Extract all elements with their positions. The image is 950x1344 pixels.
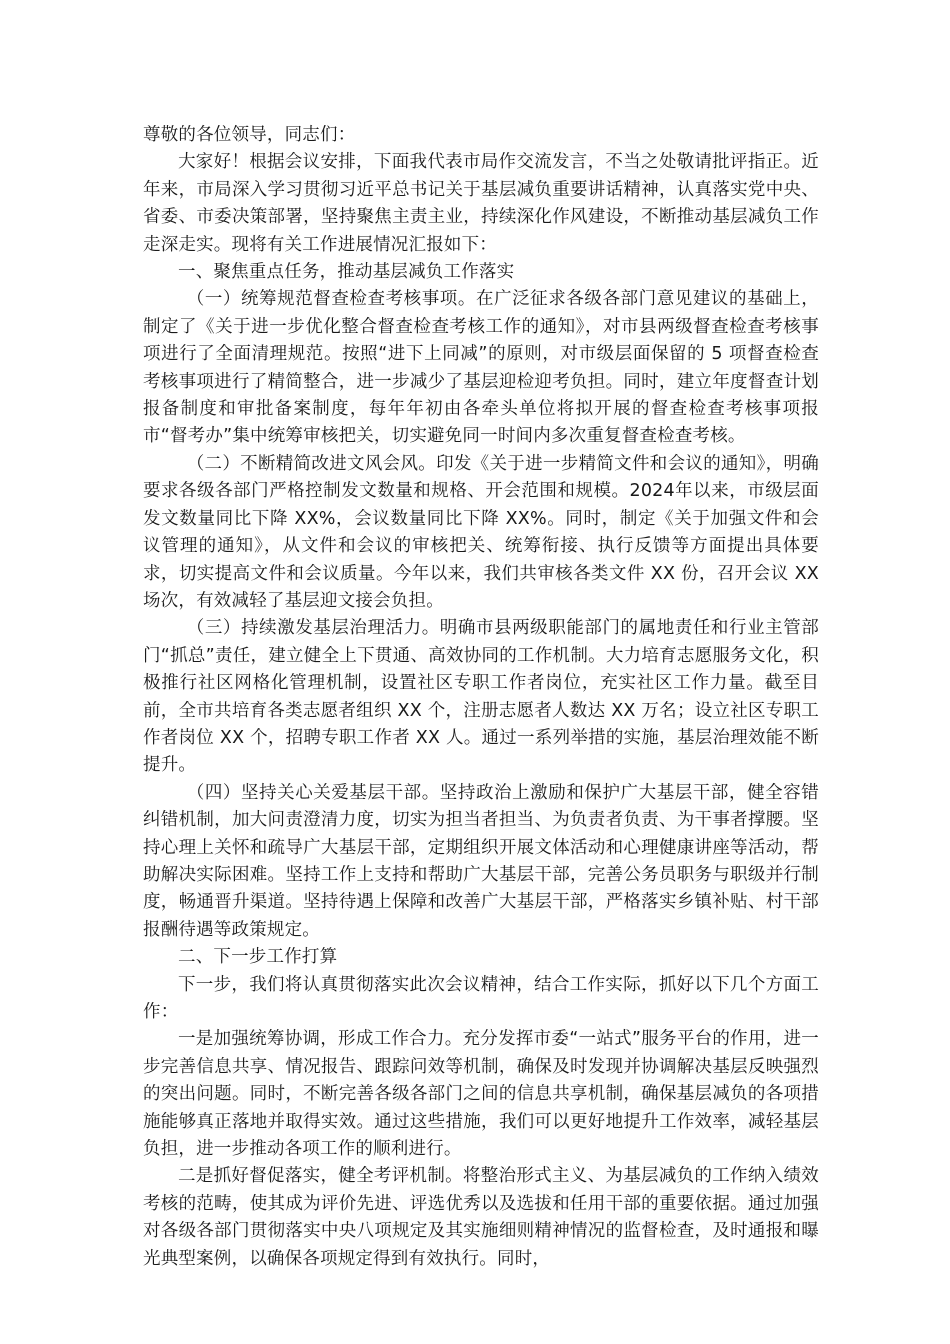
paragraph-next-steps-intro: 下一步，我们将认真贯彻落实此次会议精神，结合工作实际，抓好以下几个方面工作： (143, 974, 819, 1022)
paragraph-item-3: （三）持续激发基层治理活力。明确市县两级职能部门的属地责任和行业主管部门“抓总”责任，建立健全上下贯通、高效协同的工作机制。大力培育志愿服务文化，积极推行社区网格化管理机制，设置社区专职工作者岗位，充实社区工作力量。截至目前，全市共培育各类志愿者组织 XX 个，注册志愿者人数达 XX 万名；设立社区专职工作者岗位 XX 个，招聘专职工作者 XX 人。通过一系列举措的实施，基层治理效能不断提升。 (143, 618, 819, 776)
section-heading-2: 二、下一步工作打算 (178, 947, 338, 968)
paragraph-next-step-1: 一是加强统筹协调，形成工作合力。充分发挥市委“一站式”服务平台的作用，进一步完善信息共享、情况报告、跟踪问效等机制，确保及时发现并协调解决基层反映强烈的突出问题。同时，不断完善各级各部门之间的信息共享机制，确保基层减负的各项措施能够真正落地并取得实效。通过这些措施，我们可以更好地提升工作效率，减轻基层负担，进一步推动各项工作的顺利进行。 (143, 1029, 819, 1160)
opening-paragraph: 大家好！根据会议安排，下面我代表市局作交流发言，不当之处敬请批评指正。近年来，市局深入学习贯彻习近平总书记关于基层减负重要讲话精神，认真落实党中央、省委、市委决策部署，坚持聚焦主责主业，持续深化作风建设，不断推动基层减负工作走深走实。现将有关工作进展情况汇报如下： (143, 152, 819, 255)
document-body (143, 122, 819, 1273)
paragraph-item-4: （四）坚持关心关爱基层干部。坚持政治上激励和保护广大基层干部，健全容错纠错机制，加大问责澄清力度，切实为担当者担当、为负责者负责、为干事者撑腰。坚持心理上关怀和疏导广大基层干部，定期组织开展文体活动和心理健康讲座等活动，帮助解决实际困难。坚持工作上支持和帮助广大基层干部，完善公务员职务与职级并行制度，畅通晋升渠道。坚持待遇上保障和改善广大基层干部，严格落实乡镇补贴、村干部报酬待遇等政策规定。 (143, 782, 819, 940)
salutation: 尊敬的各位领导，同志们： (143, 125, 356, 145)
paragraph-next-step-2: 二是抓好督促落实，健全考评机制。将整治形式主义、为基层减负的工作纳入绩效考核的范畴，使其成为评价先进、评选优秀以及选拔和任用干部的重要依据。通过加强对各级各部门贯彻落实中央八项规定及其实施细则精神情况的监督检查，及时通报和曝光典型案例，以确保各项规定得到有效执行。同时， (143, 1166, 819, 1269)
section-heading-1: 一、聚焦重点任务，推动基层减负工作落实 (178, 262, 515, 283)
paragraph-item-1: （一）统筹规范督查检查考核事项。在广泛征求各级各部门意见建议的基础上，制定了《关于进一步优化整合督查检查考核工作的通知》，对市县两级督查检查考核事项进行了全面清理规范。按照“进下上同减”的原则，对市级层面保留的 5 项督查检查考核事项进行了精简整合，进一步减少了基层迎检迎考负担。同时，建立年度督查计划报备制度和审批备案制度，每年年初由各牵头单位将拟开展的督查检查考核事项报市“督考办”集中统筹审核把关，切实避免同一时间内多次重复督查检查考核。 (143, 289, 819, 447)
paragraph-item-2: （二）不断精简改进文风会风。印发《关于进一步精简文件和会议的通知》，明确要求各级各部门严格控制发文数量和规格、开会范围和规模。2024年以来，市级层面发文数量同比下降 XX%，会议数量同比下降 XX%。同时，制定《关于加强文件和会议管理的通知》，从文件和会议的审核把关、统筹衔接、执行反馈等方面提出具体要求，切实提高文件和会议质量。今年以来，我们共审核各类文件 XX 份，召开会议 XX 场次，有效减轻了基层迎文接会负担。 (143, 453, 819, 611)
